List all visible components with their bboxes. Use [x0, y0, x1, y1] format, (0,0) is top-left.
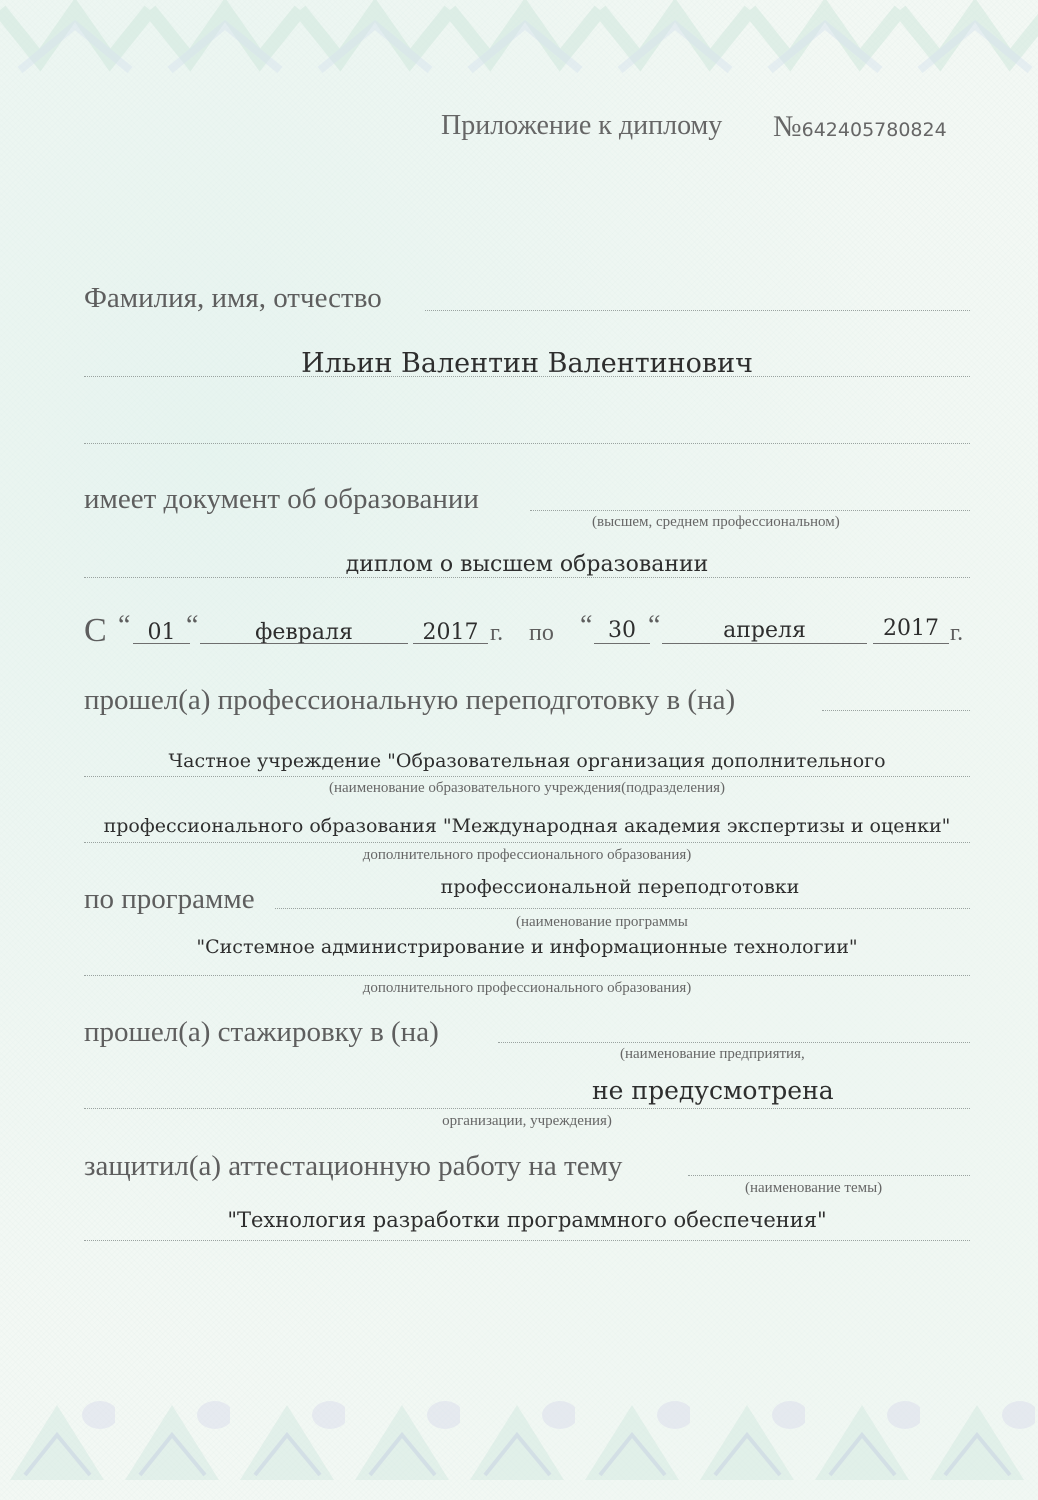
fio-value: Ильин Валентин Валентинович	[301, 348, 753, 379]
from-day: 01	[147, 620, 176, 645]
diploma-number-value: 642405780824	[801, 119, 947, 141]
close-quote-2: “	[648, 610, 661, 641]
open-quote-1: “	[118, 610, 131, 641]
period-prefix: С	[84, 612, 107, 649]
thesis-line-2	[84, 1240, 970, 1241]
thesis-line-1	[688, 1175, 970, 1176]
to-month-underline	[662, 643, 867, 644]
retraining-line-1	[84, 776, 970, 777]
from-month: февраля	[255, 620, 353, 645]
document-title: Приложение к диплому	[441, 110, 723, 141]
retraining-value-2: профессионального образования "Международная академия экспертизы и оценки"	[103, 815, 951, 837]
decorative-border-bottom	[0, 1390, 1038, 1500]
to-year: 2017	[883, 616, 939, 641]
diploma-number	[773, 110, 947, 144]
decorative-border-top	[0, 0, 1038, 80]
thesis-value: "Технология разработки программного обеспечения"	[227, 1208, 827, 1232]
education-doc-hint: (высшем, среднем профессиональном)	[592, 514, 840, 530]
program-line-1	[275, 908, 970, 909]
fio-label: Фамилия, имя, отчество	[84, 282, 382, 314]
program-hint-1: (наименование программы	[516, 914, 688, 930]
program-hint-2: дополнительного профессионального образования)	[362, 980, 692, 996]
retraining-line-0	[822, 710, 970, 711]
number-sign: №	[773, 110, 802, 143]
to-year-underline	[873, 643, 949, 644]
from-year-underline	[413, 643, 488, 644]
fio-line-3	[84, 443, 970, 444]
to-year-suffix: г.	[950, 620, 964, 646]
internship-line-2	[84, 1108, 970, 1109]
from-year-suffix: г.	[490, 620, 504, 646]
close-quote-1: “	[186, 610, 199, 641]
open-quote-2: “	[580, 610, 593, 641]
internship-hint-1: (наименование предприятия,	[620, 1046, 805, 1062]
internship-hint-2: организации, учреждения)	[442, 1113, 612, 1129]
to-month: апреля	[723, 618, 806, 643]
education-doc-label: имеет документ об образовании	[84, 483, 479, 515]
retraining-label: прошел(а) профессиональную переподготовку в (на)	[84, 684, 736, 716]
fio-line-2	[84, 376, 970, 377]
retraining-hint-1: (наименование образовательного учреждения(подразделения)	[329, 780, 725, 796]
from-month-underline	[200, 643, 408, 644]
internship-value: не предусмотрена	[592, 1076, 834, 1105]
fio-line-1	[425, 310, 970, 311]
education-doc-line-2	[84, 577, 970, 578]
program-line-2	[84, 975, 970, 976]
from-day-underline	[133, 643, 190, 644]
program-value-1: профессиональной переподготовки	[440, 876, 800, 898]
education-doc-value: диплом о высшем образовании	[345, 552, 709, 577]
from-year: 2017	[422, 620, 479, 645]
retraining-line-2	[84, 842, 970, 843]
program-label: по программе	[84, 883, 255, 915]
internship-line-1	[498, 1042, 970, 1043]
program-value-2: "Системное администрирование и информационные технологии"	[196, 936, 858, 958]
thesis-hint: (наименование темы)	[745, 1180, 883, 1196]
to-day-underline	[594, 643, 650, 644]
internship-label: прошел(а) стажировку в (на)	[84, 1016, 439, 1048]
education-doc-line-1	[530, 510, 970, 511]
retraining-hint-2: дополнительного профессионального образования)	[362, 847, 692, 863]
to-word: по	[529, 620, 554, 646]
thesis-label: защитил(а) аттестационную работу на тему	[84, 1150, 623, 1182]
retraining-value-1: Частное учреждение "Образовательная организация дополнительного	[168, 750, 886, 772]
to-day: 30	[608, 618, 636, 643]
